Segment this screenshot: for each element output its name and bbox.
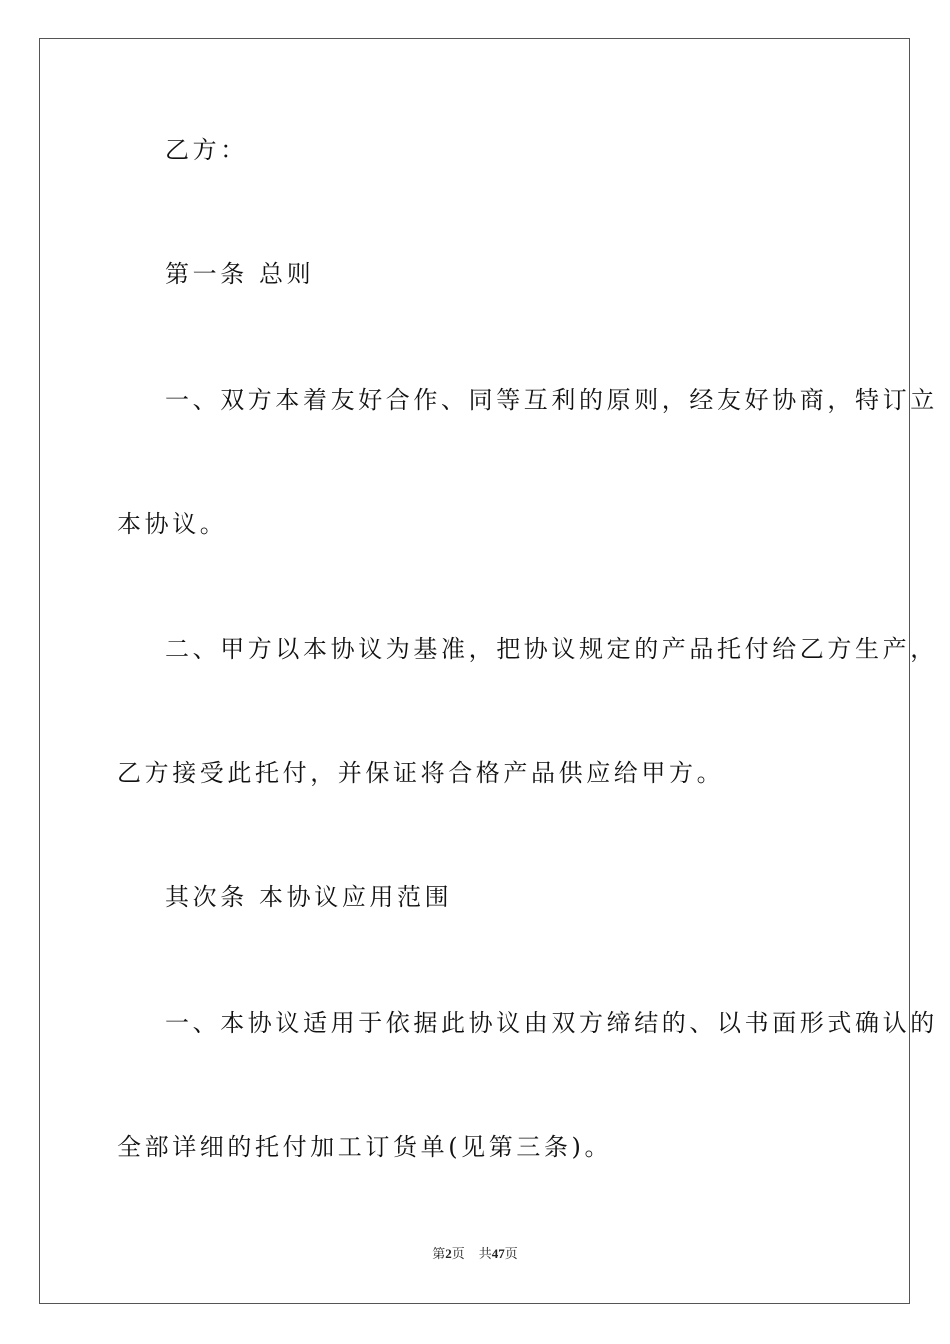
paragraph-3-line-1: 一、本协议适用于依据此协议由双方缔结的、以书面形式确认的	[165, 1009, 938, 1037]
footer-total-prefix: 共	[478, 1246, 492, 1261]
footer-page-prefix: 第	[432, 1246, 446, 1261]
page-footer	[0, 1245, 950, 1263]
article-1-heading: 第一条 总则	[165, 260, 315, 288]
paragraph-2-line-1: 二、甲方以本协议为基准，把协议规定的产品托付给乙方生产，	[165, 635, 938, 663]
footer-total-pages: 47	[491, 1246, 505, 1261]
paragraph-3-line-2: 全部详细的托付加工订货单(见第三条)。	[117, 1133, 613, 1161]
footer-total-suffix: 页	[504, 1246, 518, 1261]
footer-page-suffix: 页	[451, 1246, 465, 1261]
paragraph-2-line-2: 乙方接受此托付，并保证将合格产品供应给甲方。	[117, 759, 725, 787]
footer-page-number: 2	[445, 1246, 452, 1261]
paragraph-1-line-2: 本协议。	[117, 510, 228, 538]
paragraph-1-line-1: 一、双方本着友好合作、同等互利的原则，经友好协商，特订立	[165, 386, 938, 414]
article-2-heading: 其次条 本协议应用范围	[165, 883, 453, 911]
party-b-label: 乙方：	[165, 136, 248, 164]
page-border	[39, 38, 910, 1304]
